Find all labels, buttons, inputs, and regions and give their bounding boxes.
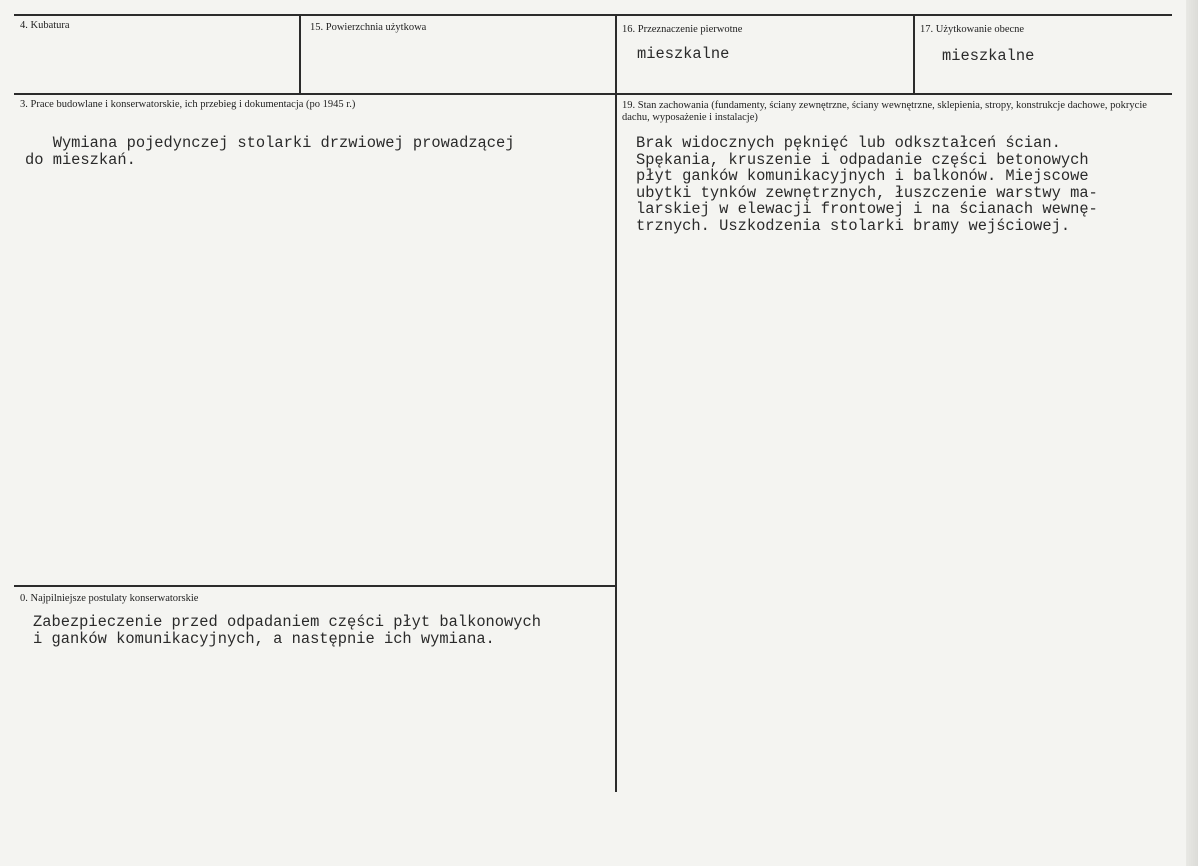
divider-14-15 (299, 14, 301, 94)
divider-16-17 (913, 14, 915, 94)
row1-bottom-border (14, 93, 1172, 95)
field-prace-budowlane-label: 3. Prace budowlane i konserwatorskie, ich przebieg i dokumentacja (po 1945 r.) (20, 99, 356, 110)
field-stan-zachowania-label: 19. Stan zachowania (fundamenty, ściany zewnętrzne, ściany wewnętrzne, sklepienia, stropy, konstrukcje dachowe, pokrycie dachu, wyposażenie i instalacje) (622, 100, 1147, 123)
field-postulaty-value: Zabezpieczenie przed odpadaniem części płyt balkonowych i ganków komunikacyjnych, a następnie ich wymiana. (33, 613, 541, 648)
field-uzytkowanie-label: 17. Użytkowanie obecne (920, 24, 1025, 35)
field-prace-budowlane-value: Wymiana pojedynczej stolarki drzwiowej prowadzącej do mieszkań. (25, 134, 515, 169)
field-uzytkowanie-value: mieszkalne (942, 47, 1035, 65)
field-postulaty-label: 0. Najpilniejsze postulaty konserwatorskie (20, 593, 199, 604)
section-20-top-border (14, 585, 616, 587)
field-stan-zachowania-value: Brak widocznych pęknięć lub odkształceń ścian. Spękania, kruszenie i odpadanie części betonowych płyt ganków komunikacyjnych i balkonów. Miejscowe ubytki tynków zewnętrznych, łuszczenie warstwy ma- larskiej w elewacji frontowej i na ścianach wewnę- trznych. Uszkodzenia stolarki bramy wejściowej. (636, 134, 1098, 235)
field-przeznaczenie-value: mieszkalne (637, 45, 730, 63)
field-powierzchnia-label: 15. Powierzchnia użytkowa (310, 22, 427, 33)
field-przeznaczenie-label: 16. Przeznaczenie pierwotne (622, 24, 743, 35)
field-kubatura-label: 4. Kubatura (20, 20, 70, 31)
divider-15-16 (615, 14, 617, 792)
top-border (14, 14, 1172, 16)
